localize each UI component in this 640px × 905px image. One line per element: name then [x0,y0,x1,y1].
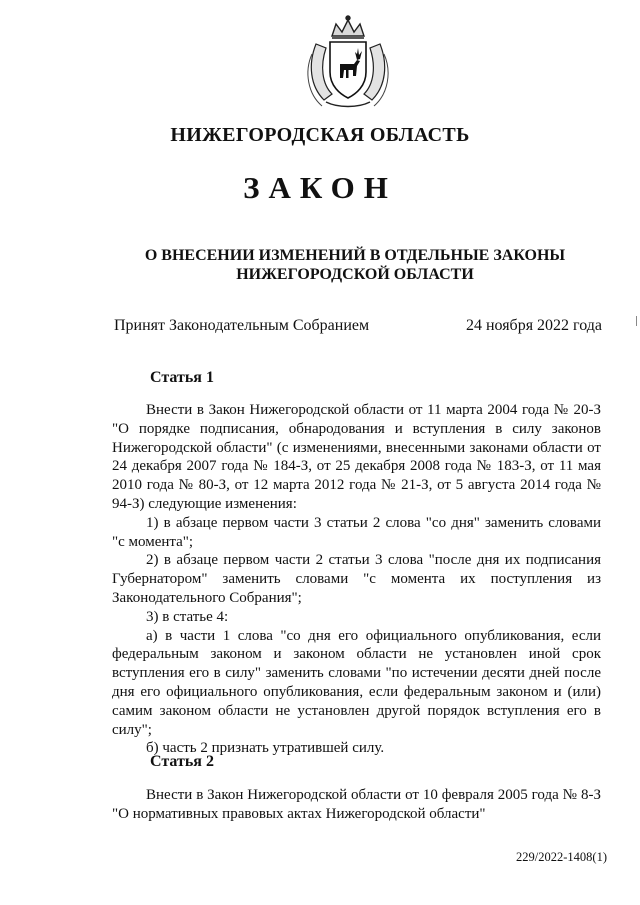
law-subject-line: НИЖЕГОРОДСКОЙ ОБЛАСТИ [236,266,474,283]
paragraph: Внести в Закон Нижегородской области от 11 марта 2004 года № 20-З "О порядке подписания, обнародования и вступления в силу законов Нижегородской области" (с изменениями, внесенными законами области от 24 декабря 2007 года № 184-З, от 25 декабря 2008 года № 183-З, от 11 мая 2010 года № 80-З, от 12 марта 2012 года № 21-З, от 5 августа 2014 года № 94-З) следующие изменения: [112,402,601,512]
coat-of-arms-icon [302,14,394,110]
adoption-row [114,317,602,335]
law-subject-line: О ВНЕСЕНИИ ИЗМЕНЕНИЙ В ОТДЕЛЬНЫЕ ЗАКОНЫ [144,247,566,264]
paragraph: 2) в абзаце первом части 2 статьи 3 слова "после дня их подписания Губернатором" заменить словами "с момента их поступления из Законодательного Собрания"; [112,552,601,606]
adopted-by: Принят Законодательным Собранием [114,317,370,334]
document-code: 229/2022-1408(1) [516,850,607,864]
article-2-heading: Статья 2 [150,753,214,770]
document-type-title: ЗАКОН [243,170,397,205]
paragraph: 1) в абзаце первом части 3 статьи 2 слова "со дня" заменить словами "с момента"; [112,514,601,550]
law-subject [100,246,610,284]
article-1-heading: Статья 1 [150,369,214,386]
article-1-body [112,401,601,758]
paragraph: Внести в Закон Нижегородской области от 10 февраля 2005 года № 8-З "О нормативных правовых актах Нижегородской области" [112,787,601,822]
region-title: НИЖЕГОРОДСКАЯ ОБЛАСТЬ [170,124,470,146]
paragraph: б) часть 2 признать утратившей силу. [146,740,385,757]
article-2-body [112,786,601,824]
adoption-date: 24 ноября 2022 года [465,317,602,334]
scan-edge-mark [636,316,637,326]
paragraph: 3) в статье 4: [146,608,229,625]
paragraph: а) в части 1 слова "со дня его официального опубликования, если федеральным законом и законом области не установлен иной срок вступления его в силу" заменить словами "по истечении десяти дней после дня его официального опубликования, если федеральным законом и (или) самим законом области не установлен другой порядок вступления его в силу"; [112,627,601,738]
